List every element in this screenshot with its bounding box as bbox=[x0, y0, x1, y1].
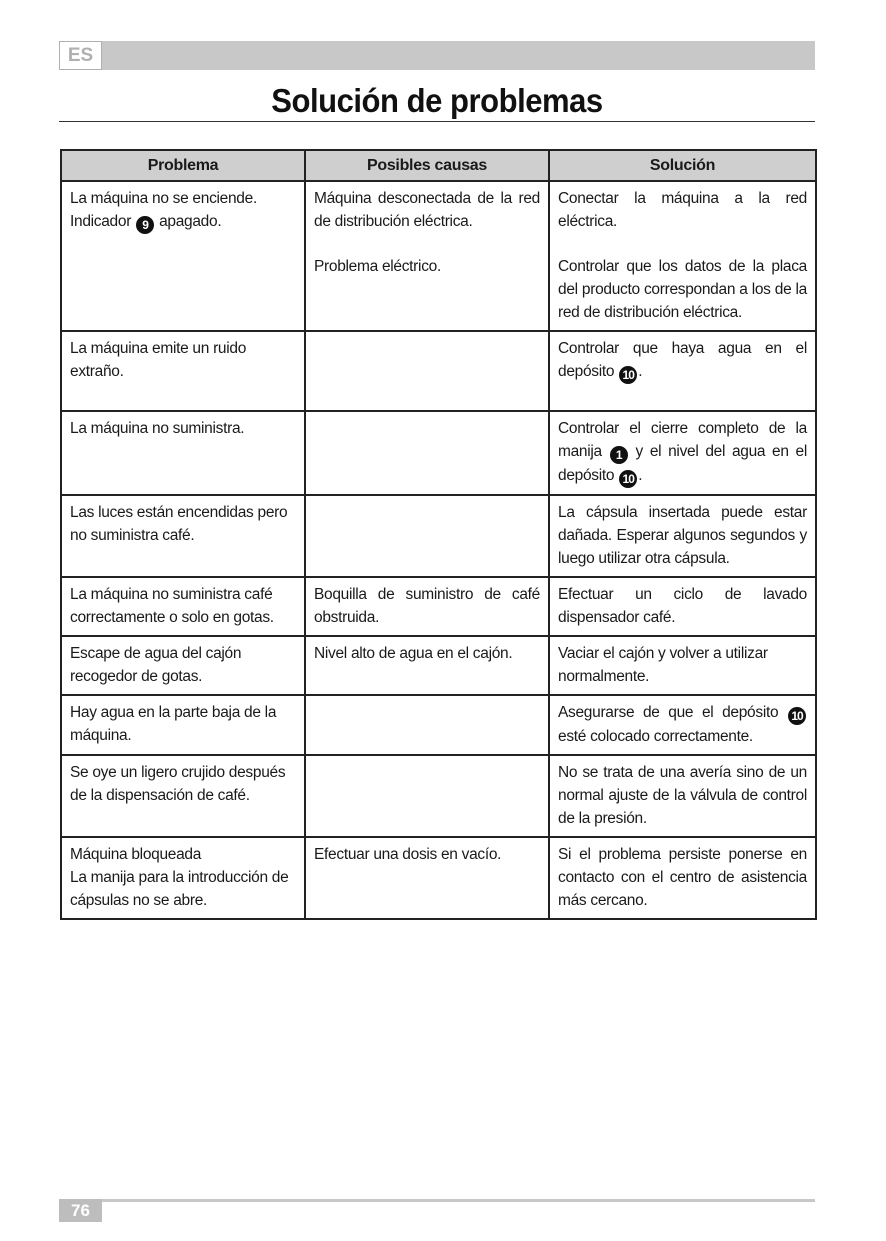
page-title: Solución de problemas bbox=[271, 82, 603, 119]
cause-text: Problema eléctrico. bbox=[314, 258, 441, 275]
problem-text: Máquina bloqueada bbox=[70, 846, 202, 863]
table-row bbox=[61, 495, 816, 577]
solution-cell: Controlar que haya agua en el depósito 10 . bbox=[549, 331, 816, 411]
solution-cell bbox=[549, 755, 816, 837]
problem-cell bbox=[61, 411, 305, 495]
problem-text: La máquina no suministra café correctamente o solo en gotas. bbox=[70, 586, 274, 626]
solution-text: Efectuar un ciclo de lavado dispensador café. bbox=[558, 586, 807, 626]
reservoir-number-icon: 10 bbox=[619, 470, 637, 488]
solution-text: Si el problema persiste ponerse en contacto con el centro de asistencia más cercano. bbox=[558, 846, 807, 909]
solution-text: Vaciar el cajón y volver a utilizar normalmente. bbox=[558, 645, 768, 685]
cause-text: Efectuar una dosis en vacío. bbox=[314, 846, 502, 863]
solution-text: Conectar la máquina a la red eléctrica. bbox=[558, 190, 807, 230]
title-divider bbox=[59, 121, 815, 122]
problem-text: Las luces están encendidas pero no suministra café. bbox=[70, 504, 288, 544]
problem-cell bbox=[61, 695, 305, 755]
language-tag: ES bbox=[59, 41, 102, 70]
cause-cell bbox=[305, 577, 549, 636]
table-row bbox=[61, 837, 816, 919]
problem-cell bbox=[61, 837, 305, 919]
solution-text: Controlar que los datos de la placa del producto correspondan a los de la red de distribución eléctrica. bbox=[558, 258, 807, 321]
solution-cell bbox=[549, 495, 816, 577]
reservoir-number-icon: 10 bbox=[619, 366, 637, 384]
solution-cell: Controlar el cierre completo de la manija 1 y el nivel del agua en el depósito 10 . bbox=[549, 411, 816, 495]
cause-text: Máquina desconectada de la red de distribución eléctrica. bbox=[314, 190, 540, 230]
cause-cell bbox=[305, 495, 549, 577]
problem-cell bbox=[61, 577, 305, 636]
cause-cell bbox=[305, 411, 549, 495]
footer-bar bbox=[59, 1199, 815, 1202]
problem-cell bbox=[61, 181, 305, 331]
table-row bbox=[61, 755, 816, 837]
problem-cell bbox=[61, 331, 305, 411]
solution-text: La cápsula insertada puede estar dañada. Esperar algunos segundos y luego utilizar otra cápsula. bbox=[558, 504, 807, 567]
table-row bbox=[61, 577, 816, 636]
solution-cell bbox=[549, 577, 816, 636]
cause-cell bbox=[305, 331, 549, 411]
table-row bbox=[61, 181, 816, 331]
solution-cell bbox=[549, 837, 816, 919]
handle-number-icon: 1 bbox=[610, 446, 628, 464]
cause-cell bbox=[305, 755, 549, 837]
cause-cell bbox=[305, 181, 549, 331]
cause-text: Nivel alto de agua en el cajón. bbox=[314, 645, 513, 662]
solution-text: No se trata de una avería sino de un normal ajuste de la válvula de control de la presión. bbox=[558, 764, 807, 827]
problem-text: Escape de agua del cajón recogedor de gotas. bbox=[70, 645, 242, 685]
table-header-row bbox=[61, 150, 816, 181]
table-row bbox=[61, 636, 816, 695]
language-bar bbox=[59, 41, 815, 70]
table-row bbox=[61, 331, 816, 411]
solution-cell bbox=[549, 636, 816, 695]
header-problem: Problema bbox=[61, 150, 305, 181]
solution-cell: Asegurarse de que el depósito 10 esté colocado correctamente. bbox=[549, 695, 816, 755]
cause-cell bbox=[305, 636, 549, 695]
problem-text: La máquina no se enciende. bbox=[70, 190, 257, 207]
table-row bbox=[61, 411, 816, 495]
troubleshooting-table bbox=[60, 149, 817, 920]
header-solution: Solución bbox=[549, 150, 816, 181]
problem-cell bbox=[61, 636, 305, 695]
problem-text: La máquina emite un ruido extraño. bbox=[70, 340, 247, 380]
cause-text: Boquilla de suministro de café obstruida. bbox=[314, 586, 540, 626]
cause-cell bbox=[305, 695, 549, 755]
table-row bbox=[61, 695, 816, 755]
problem-text: Se oye un ligero crujido después de la dispensación de café. bbox=[70, 764, 286, 804]
solution-cell bbox=[549, 181, 816, 331]
problem-text: La máquina no suministra. bbox=[70, 420, 245, 437]
problem-cell bbox=[61, 755, 305, 837]
page-number: 76 bbox=[59, 1199, 102, 1222]
problem-cell bbox=[61, 495, 305, 577]
reservoir-number-icon: 10 bbox=[788, 707, 806, 725]
indicator-number-icon: 9 bbox=[136, 216, 154, 234]
problem-text: La manija para la introducción de cápsulas no se abre. bbox=[70, 869, 289, 909]
cause-cell bbox=[305, 837, 549, 919]
problem-text: Hay agua en la parte baja de la máquina. bbox=[70, 704, 277, 744]
header-causes: Posibles causas bbox=[305, 150, 549, 181]
problem-text: Indicador 9 apagado. bbox=[70, 213, 222, 232]
